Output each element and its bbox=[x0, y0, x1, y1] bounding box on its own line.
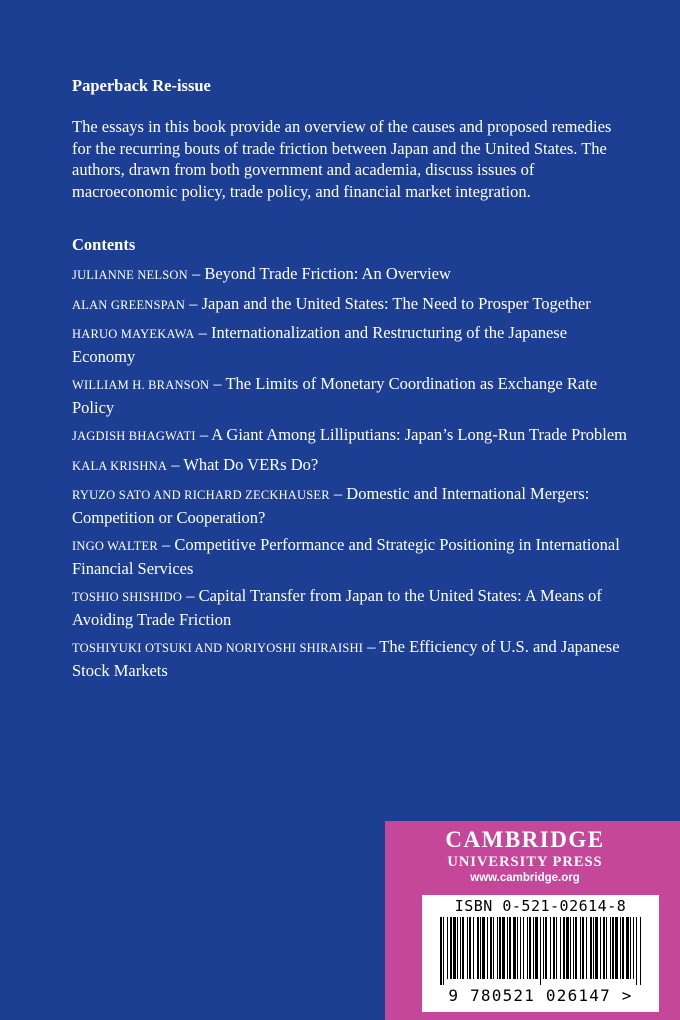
entry-author: KALA KRISHNA bbox=[72, 458, 168, 473]
contents-entry bbox=[72, 454, 632, 478]
publisher-name: CAMBRIDGE bbox=[445, 827, 605, 852]
entry-title: – A Giant Among Lilliputians: Japan’s Long-Run Trade Problem bbox=[195, 425, 627, 444]
entry-author: RYUZO SATO AND RICHARD ZECKHAUSER bbox=[72, 488, 330, 502]
isbn-label: ISBN 0-521-02614-8 bbox=[454, 897, 627, 915]
entry-title: – What Do VERs Do? bbox=[167, 454, 319, 474]
contents-entry bbox=[72, 373, 632, 418]
entry-author: TOSHIYUKI OTSUKI AND NORIYOSHI SHIRAISHI bbox=[72, 641, 364, 655]
contents-entry bbox=[72, 534, 632, 579]
entry-title: – Capital Transfer from Japan to the United States: A Means of Avoiding Trade Friction bbox=[72, 586, 602, 629]
publisher-subname: UNIVERSITY PRESS bbox=[447, 854, 603, 870]
barcode-panel bbox=[422, 895, 659, 1012]
barcode-digits: 9 780521 026147 > bbox=[448, 986, 633, 1005]
entry-author: HARUO MAYEKAWA bbox=[72, 327, 195, 341]
book-description: The essays in this book provide an overview of the causes and proposed remedies for the recurring bouts of trade friction between Japan and the United States. The authors, drawn from both government and academia, discuss issues of macroeconomic policy, trade policy, and financial market integration. bbox=[72, 117, 612, 201]
entry-author: JULIANNE NELSON bbox=[72, 268, 188, 282]
entry-author: INGO WALTER bbox=[72, 539, 158, 553]
contents-entry bbox=[72, 263, 632, 287]
entry-title: – The Efficiency of U.S. and Japanese Stock Markets bbox=[72, 637, 620, 680]
contents-entry bbox=[72, 424, 632, 448]
entry-author: JAGDISH BHAGWATI bbox=[72, 429, 196, 443]
entry-author: TOSHIO SHISHIDO bbox=[72, 590, 183, 604]
contents-heading: Contents bbox=[72, 235, 136, 254]
contents-entry bbox=[72, 322, 632, 367]
entry-title: – Japan and the United States: The Need to Prosper Together bbox=[185, 293, 591, 313]
contents-list bbox=[72, 263, 632, 687]
entry-title: – Internationalization and Restructuring of the Japanese Economy bbox=[72, 323, 568, 366]
entry-title: – Domestic and International Mergers: Competition or Cooperation? bbox=[72, 484, 590, 527]
publisher-url: www.cambridge.org bbox=[470, 872, 580, 884]
entry-title: – Beyond Trade Friction: An Overview bbox=[187, 264, 451, 283]
entry-author: ALAN GREENSPAN bbox=[72, 297, 186, 312]
contents-entry bbox=[72, 585, 632, 630]
barcode-icon bbox=[430, 917, 651, 985]
contents-entry bbox=[72, 483, 632, 528]
entry-title: – The Limits of Monetary Coordination as Exchange Rate Policy bbox=[72, 374, 598, 417]
publisher-panel bbox=[385, 821, 680, 1020]
contents-entry bbox=[72, 636, 632, 681]
reissue-label: Paperback Re-issue bbox=[72, 76, 211, 95]
contents-entry bbox=[72, 293, 632, 317]
entry-title: – Competitive Performance and Strategic Positioning in International Financial Services bbox=[72, 535, 620, 578]
entry-author: WILLIAM H. BRANSON bbox=[72, 378, 210, 392]
